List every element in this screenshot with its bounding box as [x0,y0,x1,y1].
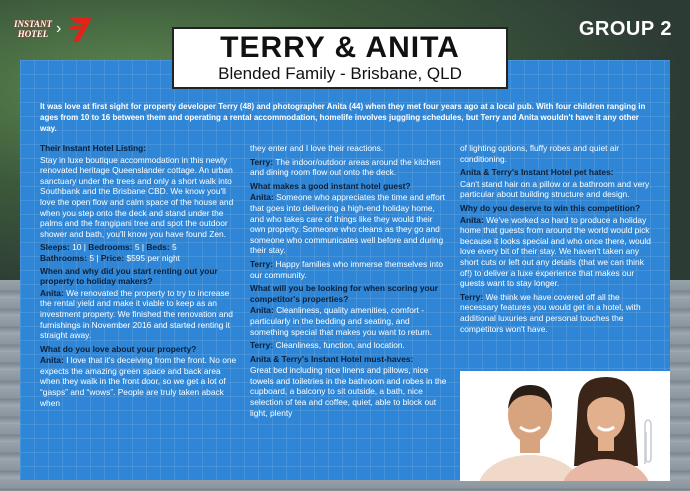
logo-line1: INSTANT [14,19,53,29]
couple-photo [460,371,670,481]
speaker-name: Anita: [460,214,484,225]
speaker-name: Anita: [40,355,64,366]
answer-5 [460,215,658,289]
speaker-name: Anita: [40,287,64,298]
speaker-name: Terry: [250,340,274,351]
title-box [172,27,508,89]
answer-text: Someone who appreciates the time and effort that goes into delivering a high-end holiday home, and who takes care of things like they would their own property. Someone who cleans as they go and someone who communicates well before and during their stay. [250,192,445,256]
answer-text: We've worked so hard to produce a holiday home that guests from around the world would pick because it looks special and who once there, would love every bit of their stay. We haven't taken any short cuts or left out any details (that we can think of!) to deliver a luxe experience that makes our guests want to stay longer. [460,214,651,289]
speaker-name: Anita: [250,305,274,316]
logo-line2: HOTEL [17,29,49,39]
answer-text: Cleanliness, function, and location. [275,340,405,351]
speaker-name: Anita: [250,192,274,203]
spec-sep: | [141,242,145,253]
answer-text: Cleanliness, quality amenities, comfort - particularly in the bedding and seating, and something special that makes you want to return. [250,305,433,337]
paperclip-icon [641,418,655,468]
spec-sep: | [83,242,86,253]
column-3 [460,143,658,337]
question-4: What will you be looking for when scoring your competitor's properties? [250,283,438,304]
must-haves-text: Great bed including nice linens and pillows, nice towels and toiletries in the bathroom and robes in the cupboard, a balcony to sit outside, a bath, nice selection of tea and coffee, quiet, able to block out light, plenty [250,365,447,418]
answer-text: Happy families who immerse themselves into our community. [250,258,444,280]
sleeps-label: Sleeps: [40,242,70,253]
bathrooms-value: 5 [89,252,94,263]
pet-hates-text: Can't stand hair on a pillow or a bathroom and very particular about building structure and design. [460,178,650,200]
must-haves-heading: Anita & Terry's Instant Hotel must-haves: [250,353,414,364]
terry-answer-3 [250,259,448,280]
property-specs [40,242,238,263]
logo-separator: › [56,20,62,37]
listing-text: Stay in luxe boutique accommodation in this newly renovated heritage Queenslander cottage. An urban sanctuary under the trees and only a short walk into Southbank and the Brisbane CBD. We know you'll love the open flow and calm space of the house and when you step onto the deck and stand under the palms and the frangipani tree and spot the outdoor shower and bath, you'll know you have found Zen. [40,154,234,239]
listing-heading: Their Instant Hotel Listing: [40,143,147,153]
speaker-name: Terry: [250,156,274,167]
beds-value: 5 [171,242,177,253]
price-label: Price: [100,252,125,263]
page-title: TERRY & ANITA [220,31,460,64]
terry-answer-2 [250,157,448,178]
instant-hotel-logo-icon [14,14,52,44]
speaker-name: Terry: [250,258,274,269]
sleeps-value: 10 [72,242,82,253]
answer-text: I love that it's deceiving from the front. No one expects the amazing green space and back area when they walk in the front door, so we get a lot of “gasps” and “wows”. People are truly taken aback when [40,355,237,408]
page-subtitle: Blended Family - Brisbane, QLD [218,64,462,83]
question-2: What do you love about your property? [40,343,197,354]
answer-3 [250,192,448,256]
price-value: $595 per night [126,252,181,263]
speaker-name: Terry: [460,291,484,302]
column-2 [250,143,448,421]
seven-network-logo-icon [65,14,95,44]
answer-text: We think we have covered off all the necessary features you would get in a hotel, with additional luxuries and personal touches the competitors won't have. [460,291,641,334]
beds-label: Beds: [146,242,170,253]
question-1: When and why did you start renting out your property to holiday makers? [40,265,218,287]
terry-answer-4 [250,340,448,351]
header-logos [14,14,95,44]
answer-text: We renovated the property to try to increase the rental yield and make it viable to keep as an investment property. We finished the renovation and furnishings in November 2016 and started renting it straight away. [40,287,233,341]
answer-text: The indoor/outdoor areas around the kitchen and dining room flow out onto the deck. [250,156,441,178]
question-3: What makes a good instant hotel guest? [250,180,411,191]
must-haves-continued: of lighting options, fluffy robes and quiet air conditioning. [460,143,620,164]
bathrooms-label: Bathrooms: [40,252,87,263]
answer-2-continued: they enter and I love their reactions. [250,143,384,153]
intro-paragraph: It was love at first sight for property developer Terry (48) and photographer Anita (44) when they met four years ago at a local pub. With four children ranging in ages from 10 to 16 between them and operating a rental accommodation, homelife involves juggling schedules, but Terry and Anita wouldn't have it any other way. [40,102,646,133]
spec-sep: | [96,252,99,263]
terry-answer-5 [460,292,658,334]
answer-2 [40,355,238,408]
bedrooms-label: Bedrooms: [88,242,133,253]
column-1 [40,143,238,411]
pet-hates-heading: Anita & Terry's Instant Hotel pet hates: [460,167,614,178]
answer-1 [40,288,238,341]
group-label: GROUP 2 [578,18,672,40]
question-5: Why do you deserve to win this competition? [460,202,641,213]
answer-4 [250,305,448,337]
bedrooms-value: 5 [134,242,140,253]
